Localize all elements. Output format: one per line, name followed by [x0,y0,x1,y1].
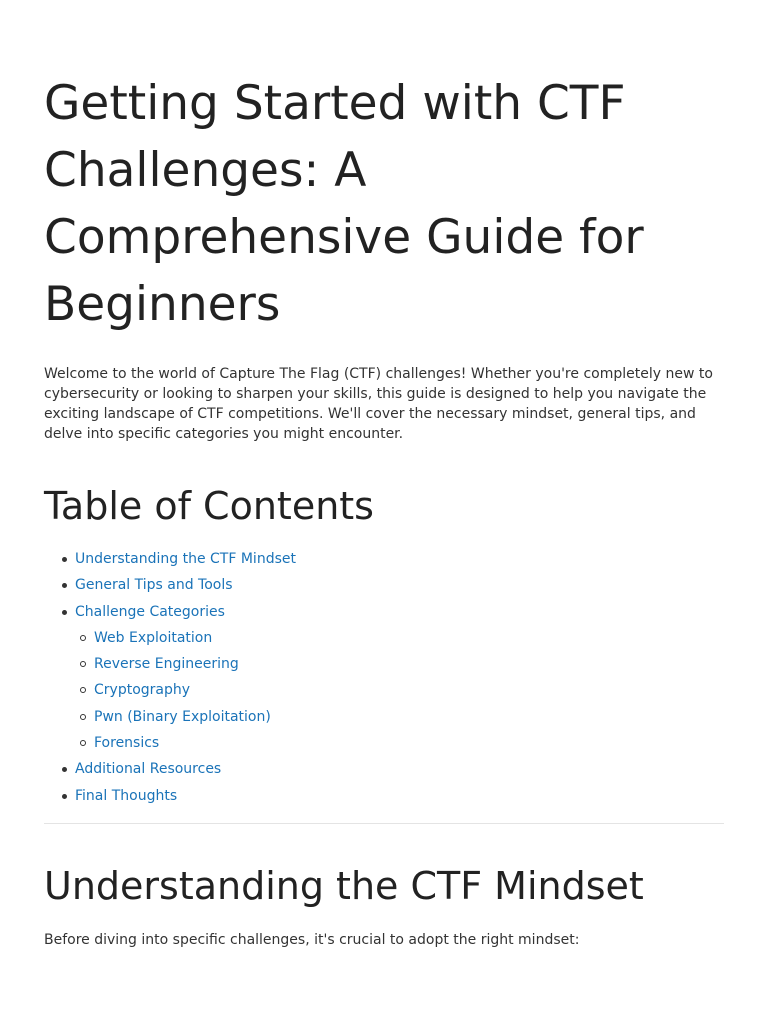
toc-subitem-pwn [75,704,724,730]
mindset-heading: Understanding the CTF Mindset [44,863,644,908]
toc-heading: Table of Contents [44,484,374,528]
toc-sublist-categories [75,625,724,756]
toc-item-categories [44,599,724,757]
toc-item-mindset [44,546,724,572]
mindset-intro-text: Before diving into specific challenges, it's crucial to adopt the right mindset: [44,931,580,948]
intro-paragraph: Welcome to the world of Capture The Flag (CTF) challenges! Whether you're completely new to cybersecurity or looking to sharpen your skills, this guide is designed to help you navigate the exciting landscape of CTF competitions. We'll cover the necessary mindset, general tips, and delve into specific categories you might encounter. [44,366,713,442]
toc-subitem-forensics [75,730,724,756]
toc-subitem-web [75,625,724,651]
page-title: Getting Started with CTF Challenges: A Comprehensive Guide for Beginners [44,76,644,332]
toc-link-web[interactable]: Web Exploitation [94,629,213,646]
toc-link-reverse[interactable]: Reverse Engineering [94,656,239,673]
toc-link-tips[interactable]: General Tips and Tools [75,577,233,594]
toc-link-categories[interactable]: Challenge Categories [75,603,225,620]
toc-subitem-reverse [75,651,724,677]
toc-link-pwn[interactable]: Pwn (Binary Exploitation) [94,708,271,725]
toc-subitem-crypto [75,677,724,703]
toc-item-resources [44,756,724,782]
table-of-contents [44,546,724,809]
toc-link-forensics[interactable]: Forensics [94,735,160,752]
toc-item-final [44,783,724,809]
toc-link-resources[interactable]: Additional Resources [75,761,222,778]
toc-item-tips [44,572,724,598]
section-divider [44,823,724,824]
toc-link-crypto[interactable]: Cryptography [94,682,191,699]
toc-link-final[interactable]: Final Thoughts [75,787,178,804]
toc-link-mindset[interactable]: Understanding the CTF Mindset [75,551,296,567]
